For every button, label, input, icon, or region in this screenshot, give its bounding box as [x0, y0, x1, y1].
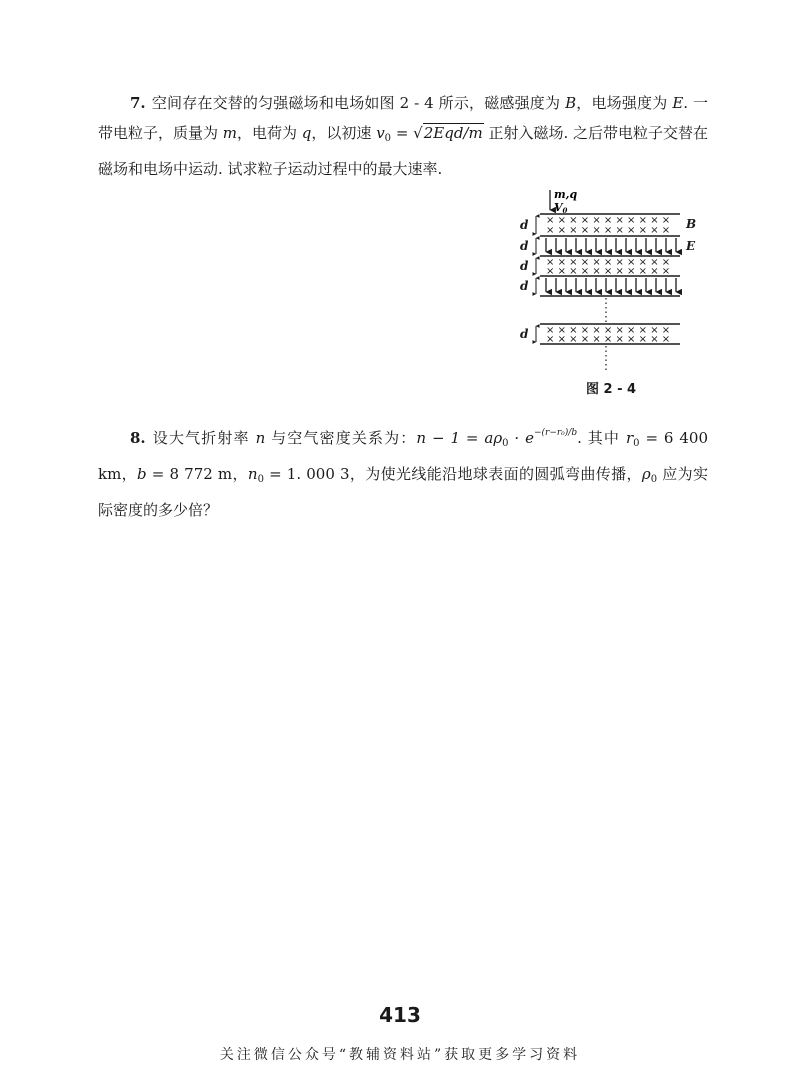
footer-note: 关注微信公众号“教辅资料站”获取更多学习资料 — [219, 1047, 581, 1063]
var-q: q — [301, 124, 312, 142]
problem-text: 设大气折射率 — [151, 429, 256, 447]
label-e: E — [686, 239, 696, 253]
page-number: 413 — [379, 1003, 421, 1027]
r0-value: = 6 400 km， — [98, 429, 708, 483]
v0-symbol: v — [376, 124, 385, 142]
var-m: m — [222, 124, 238, 142]
problem-text: 应为实际密度的多少倍？ — [98, 465, 708, 519]
label-d: d — [520, 279, 529, 293]
svg-text:×××××××××××: ××××××××××× — [546, 334, 674, 345]
sqrt-content: 2Eqd/m — [423, 124, 483, 142]
svg-text:×××××××××××: ××××××××××× — [546, 325, 674, 336]
n0-subscript: 0 — [257, 474, 264, 485]
label-d: d — [520, 327, 529, 341]
sqrt-expression — [413, 123, 484, 142]
formula-exponent: −(r−r₀)/b — [533, 428, 578, 438]
problem-text: 空间存在交替的匀强磁场和电场如图 2 - 4 所示，磁感强度为 — [151, 94, 566, 112]
problem-text: 正射入磁场. 之后带电粒子交替在磁场和电场中运动. 试求粒子运动过程中的最大速率. — [98, 124, 709, 178]
problem-text: 为使光线能沿地球表面的圆弧弯曲传播， — [365, 465, 642, 483]
svg-text:×××××××××××: ××××××××××× — [546, 225, 674, 236]
problem-7 — [98, 88, 708, 184]
rho-subscript: 0 — [502, 438, 509, 449]
equals-sign: = — [391, 124, 414, 142]
var-b: B — [565, 94, 577, 112]
problem-text: ，以初速 — [311, 124, 377, 142]
svg-text:×××××××××××: ××××××××××× — [546, 215, 674, 226]
rho0-subscript: 0 — [650, 474, 658, 485]
label-d: d — [520, 239, 529, 253]
label-d: d — [520, 218, 529, 232]
figure-2-4 — [510, 188, 710, 400]
svg-text:×××××××××××: ××××××××××× — [546, 266, 674, 277]
b-value: = 8 772 m， — [146, 465, 248, 483]
problem-text: . 其中 — [577, 429, 626, 447]
label-v0: V0 — [554, 201, 568, 215]
field-diagram — [510, 188, 710, 400]
problem-number: 8. — [130, 429, 146, 447]
label-mq: m,q — [554, 188, 578, 201]
problem-text: ，电荷为 — [237, 124, 302, 142]
magnetic-field-crosses-icon — [546, 215, 673, 345]
var-rho0: ρ — [641, 465, 651, 483]
label-b: B — [686, 217, 697, 231]
var-n0: n — [247, 465, 258, 483]
var-b: b — [137, 465, 147, 483]
var-r0: r — [625, 429, 634, 447]
formula-exp-base: · e — [508, 429, 534, 447]
problem-text: ，电场强度为 — [576, 94, 673, 112]
formula-lhs: n − 1 = aρ — [416, 429, 503, 447]
problem-8 — [98, 418, 708, 525]
n0-value: = 1. 000 3， — [263, 465, 366, 483]
sqrt-icon: √ — [413, 124, 423, 142]
label-d: d — [520, 259, 529, 273]
svg-text:×××××××××××: ××××××××××× — [546, 257, 674, 268]
v0-subscript: 0 — [384, 133, 392, 144]
problem-number: 7. — [130, 94, 146, 112]
r0-subscript: 0 — [633, 438, 640, 449]
problem-text: 与空气密度关系为： — [265, 429, 417, 447]
var-e: E — [672, 94, 684, 112]
var-n: n — [255, 429, 266, 447]
figure-caption: 图 2 - 4 — [586, 382, 637, 397]
problem-text: . 一带电粒子，质量为 — [98, 94, 708, 142]
